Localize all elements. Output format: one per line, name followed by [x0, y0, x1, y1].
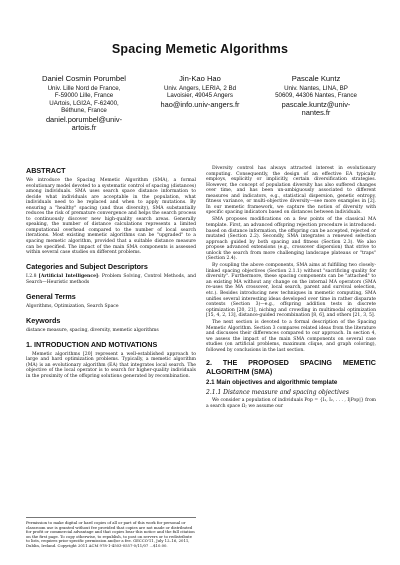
affiliation-line: Univ. Angers, LERIA, 2 Bd [163, 85, 237, 92]
author-name: Daniel Cosmin Porumbel [42, 74, 126, 83]
author-email[interactable] [28, 116, 140, 133]
left-column [26, 166, 196, 381]
affiliation-line: Lavoisier, 49045 Angers [166, 92, 234, 100]
general-terms-text: Algorithms, Optimization, Search Space [26, 303, 119, 309]
body-paragraph: The next section is devoted to a formal description of the Spacing Memetic Algorithm. Section 3 compares related ideas from the literature and discusses their differences compared to our approach. In section 4, we assess the impact of the main SMA components on several case studies (on artificial problems, maximum clique, and graph coloring), followed by conclusions in the last section. [206, 320, 376, 353]
author-email[interactable] [260, 101, 372, 118]
affiliation-line: Béthune, France [61, 107, 107, 115]
section-2-heading: 2. THE PROPOSED SPACING MEMETIC ALGORITHM (SMA) [206, 357, 376, 376]
section-2-1-1-heading: 2.1.1 Distance measure and spacing objectives [206, 388, 349, 396]
abstract-heading: ABSTRACT [26, 166, 66, 175]
categories-bold: [Artificial Intelligence] [38, 274, 99, 280]
body-paragraph: SMA proposes modifications on a few points of the classical MA template. First, an advanced offspring rejection procedure is introduced: based on distance information, the offspring can be accepted, rejected or mutated (Section 2.2). Secondly, SMA integrates a renewed selection approach guided by both spacing and fitness (Section 2.3). We also propose advanced extensions (e.g., crossover dispersion) that strive to unlock the search from more challenging landscape plateaus or "traps" (Section 2.4). [206, 217, 376, 262]
author-email[interactable] [144, 101, 256, 110]
email-line: pascale.kuntz@univ- [281, 99, 351, 109]
email-line: artois.fr [71, 123, 97, 133]
copyright-notice: Permission to make digital or hard copies of all or part of this work for personal or classroom use is granted without fee provided that copies are not made or distributed for profit or commercial advantage and that copies bear this notice and the full citation on the first page. To copy otherwise, to republish, to post on servers or to redistribute to lists, requires prior specific permission and/or a fee. GECCO'11, July 12–16, 2011, Dublin, Ireland. Copyright 2011 ACM 978-1-4503-0557-0/11/07 ...$10.00. [26, 517, 196, 549]
right-column [206, 166, 376, 411]
categories-text [26, 274, 196, 285]
author-porumbel [28, 74, 140, 133]
affiliation-line: Univ. Nantes, LINA, BP [284, 85, 348, 92]
email-line: daniel.porumbel@univ- [45, 114, 123, 124]
paper-title: Spacing Memetic Algorithms [111, 42, 289, 56]
body-paragraph: We consider a population of individuals Pop = {I₁, I₂, . . . , I|Pop|} from a search space Ω; we assume our [206, 398, 376, 409]
intro-heading: 1. INTRODUCTION AND MOTIVATIONS [26, 339, 158, 349]
keywords-heading: Keywords [26, 315, 61, 325]
email-line: nantes.fr [301, 108, 331, 118]
affiliation-line: UArtois, LGI2A, F-62400, [49, 99, 119, 107]
abstract-text: We introduce the Spacing Memetic Algorithm (SMA), a formal evolutionary model devoted to a systematic control of spacing (distances) among individuals. SMA uses search space distance information to decide what individuals are acceptable in the population, what individuals need to be replaced and when to apply mutations. By ensuring a "healthy" spacing (and thus diversity), SMA substantially reduces the risk of premature convergence and helps the search process to continuously discover new high-quality search areas. Generally speaking, the number of distance calculations represents a limited computational overhead compared to the number of local search iterations. Most existing memetic algorithms can be "upgraded" to a spacing memetic algorithm, provided that a suitable distance measure can be specified. The impact of the main SMA components is assessed within several case studies on different problems. [26, 178, 197, 256]
email-line: hao@info.univ-angers.fr [160, 99, 240, 109]
author-hao [144, 74, 256, 133]
author-block [28, 74, 372, 133]
categories-heading: Categories and Subject Descriptors [26, 262, 148, 272]
body-paragraph: Diversity control has always attracted interest in evolutionary computing. Consequently, the design of an effective EA typically employs, explicitly or implicitly, certain diversification strategies. However, the concept of population diversity has also suffered changes over time, and has been un-ambiguously associated to different measures and indicators, e.g., statistical dispersion, genetic entropy, fitness variance, or multi-objective diversity—see more examples in [2]. In our memetic framework, we capture the notion of diversity with specific spacing indicators based on distances between individuals. [206, 166, 376, 216]
author-affiliation [28, 85, 140, 115]
author-name: Jin-Kao Hao [179, 74, 221, 83]
section-2-1-heading: 2.1 Main objectives and algorithmic template [206, 378, 338, 386]
categories-rest: : Problem Solving, Control Methods, and Search—Heuristic methods [26, 274, 196, 285]
affiliation-line: Univ. Lille Nord de France, [47, 85, 121, 92]
affiliation-line: F-59000 Lille, France [54, 92, 114, 100]
affiliation-line: 50609, 44306 Nantes, France [275, 92, 357, 100]
author-name: Pascale Kuntz [291, 74, 341, 83]
body-paragraph: By coupling the above components, SMA aims at fulfilling two closely-linked spacing objectives (Section 2.1.1) without "sacrificing quality for diversity". Furthermore, these spacing components can be "attached" to an existing MA without any change on the internal MA operators (SMA re-uses the MA crossover, local search, parent and survival selection, etc.). Besides introducing new techniques in memetic computing, SMA unifies several interesting ideas developed over time in rather disparate contexts (Section 3)—e.g., offspring addition tests in discrete optimization [20, 21], niching and crowding in multimodal optimization [15, 4, 2, 13], distance-guided recombination [8, 6], and others [21, 3, 5]. [206, 263, 376, 319]
author-affiliation [260, 85, 372, 100]
author-affiliation [144, 85, 256, 100]
categories-code: I.2.8 [26, 274, 39, 280]
author-kuntz [260, 74, 372, 133]
keywords-text: distance measure, spacing, diversity, memetic algorithms [26, 327, 159, 333]
intro-paragraph: Memetic algorithms [20] represent a well-established approach to large and hard optimization problems. Typically, a memetic algorithm (MA) is an evolutionary algorithm (EA) that integrates local search. The objective of the local operator is to search for higher-quality individuals in the proximity of the offspring solutions generated by recombination. [26, 351, 196, 380]
general-terms-heading: General Terms [26, 291, 76, 301]
